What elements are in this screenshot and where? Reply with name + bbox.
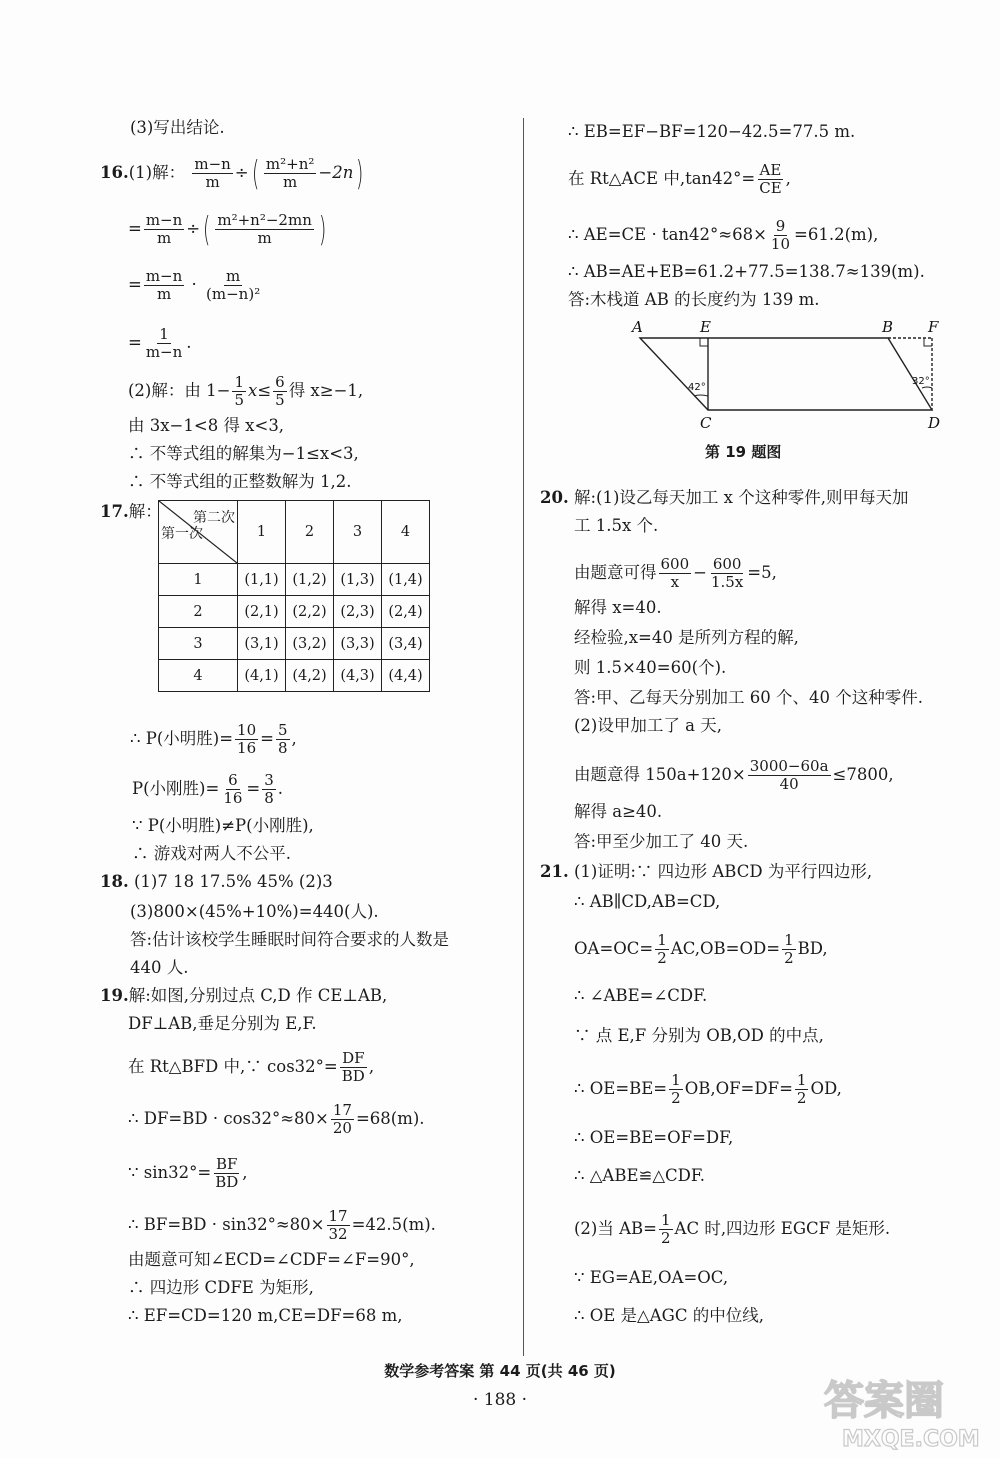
q19-line-4: ∴ DF=BD · cos32°≈80× $\frac{17}{20}$ =68(m).	[128, 1101, 425, 1137]
q19-line-1: 19.解:如图,分别过点 C,D 作 CE⊥AB,	[100, 986, 388, 1005]
fraction: $\frac{m-n}{m}$	[145, 267, 183, 303]
q21-line-3: OA=OC= $\frac{1}{2}$ AC,OB=OD= $\frac{1}{2}$ BD,	[574, 931, 828, 967]
fraction: $\frac{1}{2}$	[657, 931, 667, 967]
q20-line-2: 工 1.5x 个.	[574, 516, 659, 535]
q20-line-8: (2)设甲加工了 a 天,	[574, 716, 722, 735]
q19-number: 19.	[100, 986, 129, 1005]
r-line-2: 在 Rt△ACE 中,tan42°= $\frac{AE}{CE}$ ,	[568, 161, 791, 197]
r-line-4: ∴ AB=AE+EB=61.2+77.5=138.7≈139(m).	[568, 262, 925, 281]
q16-line-4: = $\frac{1}{m-n}$ .	[128, 325, 192, 361]
column-divider	[523, 118, 524, 1356]
watermark-logo	[820, 1368, 990, 1452]
outcome-table	[158, 500, 430, 692]
q20-line-9: 由题意得 150a+120× $\frac{3000-60a}{40}$ ≤7800,	[574, 757, 894, 793]
fraction: $\frac{1}{2}$	[784, 931, 794, 967]
footer-title: 数学参考答案 第 44 页(共 46 页)	[384, 1362, 616, 1380]
figure-caption: 第 19 题图	[705, 443, 782, 461]
fraction: $\frac{1}{m-n}$	[145, 325, 183, 361]
q20-line-7: 答:甲、乙每天分别加工 60 个、40 个这种零件.	[574, 688, 924, 707]
q20-line-3: 由题意可得 $\frac{600}{x}$ − $\frac{600}{1.5x}$ =5,	[574, 555, 777, 591]
q18-number: 18.	[100, 872, 129, 891]
q18-line-1: 18. (1)7 18 17.5% 45% (2)3	[100, 872, 333, 891]
q16-line-1: 16.(1)解： $\frac{m-n}{m}$ ÷( $\frac{\text{m²+n²}}{m}$ −2n)	[100, 153, 364, 194]
q20-line-11: 答:甲至少加工了 40 天.	[574, 832, 749, 851]
q21-line-4: ∴ ∠ABE=∠CDF.	[574, 986, 708, 1005]
q17-line-3: ∵ P(小明胜)≠P(小刚胜),	[132, 816, 314, 835]
q19-line-5: ∵ sin32°= $\frac{BF}{BD}$ ,	[128, 1155, 248, 1191]
q18-line-2: (3)800×(45%+10%)=440(人).	[130, 902, 379, 921]
label-B: B	[882, 318, 894, 336]
page-number: · 188 ·	[472, 1390, 528, 1410]
fraction: $\frac{9}{10}$	[770, 217, 791, 253]
q18-line-4: 440 人.	[130, 958, 189, 977]
q21-number: 21.	[540, 862, 569, 881]
q21-line-9: (2)当 AB= $\frac{1}{2}$ AC 时,四边形 EGCF 是矩形.	[574, 1211, 891, 1247]
q21-line-5: ∵ 点 E,F 分别为 OB,OD 的中点,	[574, 1026, 824, 1045]
label-E: E	[700, 318, 711, 336]
q19-line-9: ∴ EF=CD=120 m,CE=DF=68 m,	[128, 1306, 403, 1325]
table-row: 1 (1,1) (1,2) (1,3) (1,4)	[159, 564, 430, 596]
q19-line-8: ∴ 四边形 CDFE 为矩形,	[128, 1278, 314, 1297]
label-C: C	[700, 414, 712, 432]
q16-line-5: (2)解：由 1− $\frac{1}{5}$ x≤ $\frac{6}{5}$ 得 x≥−1,	[128, 373, 364, 409]
q20-line-4: 解得 x=40.	[574, 598, 662, 617]
q17-line-1: 17.解：	[100, 502, 162, 521]
fraction: $\frac{AE}{CE}$	[759, 161, 782, 197]
q21-line-10: ∵ EG=AE,OA=OC,	[574, 1268, 729, 1287]
q17-number: 17.	[100, 502, 129, 521]
fraction: $\frac{17}{20}$	[332, 1101, 352, 1137]
fraction: $\frac{1}{5}$	[234, 373, 244, 409]
q20-line-1: 20. 解:(1)设乙每天加工 x 个这种零件,则甲每天加	[540, 488, 909, 507]
q21-line-1: 21. (1)证明:∵ 四边形 ABCD 为平行四边形,	[540, 862, 873, 881]
fraction: $\frac{m-n}{m}$	[194, 155, 231, 191]
col-header: 4	[382, 501, 430, 564]
q16-number: 16.	[100, 163, 129, 182]
fraction: $\frac{6}{5}$	[275, 373, 285, 409]
q16-line-8: ∴ 不等式组的正整数解为 1,2.	[128, 472, 352, 491]
angle-32: 32°	[912, 376, 930, 387]
fraction: $\frac{\text{m²+n²−2mn}}{m}$	[217, 211, 312, 247]
q20-line-5: 经检验,x=40 是所列方程的解,	[574, 628, 799, 647]
fraction: $\frac{3}{8}$	[264, 771, 274, 807]
q19-line-6: ∴ BF=BD · sin32°≈80× $\frac{17}{32}$ =42.5(m).	[128, 1207, 436, 1243]
fraction: $\frac{DF}{BD}$	[341, 1049, 365, 1085]
col-header: 3	[334, 501, 382, 564]
fraction: $\frac{600}{x}$	[660, 555, 690, 591]
q20-line-10: 解得 a≥40.	[574, 802, 663, 821]
svg-text:MXQE.COM: MXQE.COM	[842, 1427, 980, 1452]
label-F: F	[928, 318, 939, 336]
fraction: $\frac{\text{m²+n²}}{m}$	[265, 155, 315, 191]
fraction: $\frac{1}{2}$	[796, 1071, 807, 1107]
q21-line-7: ∴ OE=BE=OF=DF,	[574, 1128, 734, 1147]
q20-number: 20.	[540, 488, 569, 507]
q17-line-4: ∴ 游戏对两人不公平.	[132, 844, 291, 863]
q19-line-2: DF⊥AB,垂足分别为 E,F.	[128, 1014, 317, 1033]
r-line-5: 答:木栈道 AB 的长度约为 139 m.	[568, 290, 820, 309]
q16-line-3: = $\frac{m-n}{m}$ · $\frac{m}{\text{(m−n)²}}$	[128, 267, 261, 303]
q16-line-7: ∴ 不等式组的解集为−1≤x<3,	[128, 444, 359, 463]
svg-text:答案圈: 答案圈	[824, 1378, 944, 1424]
q16-line-6: 由 3x−1<8 得 x<3,	[128, 416, 285, 435]
q15-line: (3)写出结论.	[130, 118, 225, 137]
label-D: D	[928, 414, 941, 432]
r-line-3: ∴ AE=CE · tan42°≈68× $\frac{9}{10}$ =61.2(m),	[568, 217, 879, 253]
fraction: $\frac{17}{32}$	[328, 1207, 348, 1243]
fraction: $\frac{1}{2}$	[671, 1071, 681, 1107]
q21-line-6: ∴ OE=BE= $\frac{1}{2}$ OB,OF=DF= $\frac{1}{2}$ OD,	[574, 1071, 842, 1107]
fraction: $\frac{5}{8}$	[277, 721, 288, 757]
q21-line-8: ∴ △ABE≌△CDF.	[574, 1166, 706, 1185]
col-header: 1	[238, 501, 286, 564]
q16-line-2: = $\frac{m-n}{m}$ ÷( $\frac{\text{m²+n²−2mn}}{m}$ )	[128, 209, 327, 250]
q17-prob-2: P(小刚胜)= $\frac{6}{16}$ = $\frac{3}{8}$ .	[132, 771, 284, 807]
table-row: 4 (4,1) (4,2) (4,3) (4,4)	[159, 660, 430, 692]
q17-prob-1: ∴ P(小明胜)= $\frac{10}{16}$ = $\frac{5}{8}$ ,	[130, 721, 297, 757]
r-line-1: ∴ EB=EF−BF=120−42.5=77.5 m.	[568, 122, 856, 141]
q19-line-7: 由题意可知∠ECD=∠CDF=∠F=90°,	[128, 1250, 415, 1269]
fraction: $\frac{3000-60a}{40}$	[749, 757, 829, 793]
label-A: A	[632, 318, 643, 336]
q19-line-3: 在 Rt△BFD 中,∵ cos32°= $\frac{DF}{BD}$ ,	[128, 1049, 375, 1085]
fraction: $\frac{6}{16}$	[223, 771, 243, 807]
q21-line-11: ∴ OE 是△AGC 的中位线,	[574, 1306, 764, 1325]
col-header: 2	[286, 501, 334, 564]
q18-line-3: 答:估计该校学生睡眠时间符合要求的人数是	[130, 930, 450, 949]
fraction: $\frac{600}{1.5x}$	[710, 555, 744, 591]
fraction: $\frac{BF}{BD}$	[215, 1155, 239, 1191]
angle-42: 42°	[688, 382, 706, 393]
table-corner: 第二次 第一次	[159, 501, 238, 564]
fraction: $\frac{1}{2}$	[660, 1211, 671, 1247]
figure-19	[630, 316, 960, 436]
q20-line-6: 则 1.5×40=60(个).	[574, 658, 727, 677]
fraction: $\frac{m}{\text{(m−n)²}}$	[206, 267, 261, 303]
table-row: 3 (3,1) (3,2) (3,3) (3,4)	[159, 628, 430, 660]
fraction: $\frac{m-n}{m}$	[145, 211, 183, 247]
fraction: $\frac{10}{16}$	[237, 721, 257, 757]
q21-line-2: ∴ AB∥CD,AB=CD,	[574, 892, 721, 911]
table-row: 2 (2,1) (2,2) (2,3) (2,4)	[159, 596, 430, 628]
